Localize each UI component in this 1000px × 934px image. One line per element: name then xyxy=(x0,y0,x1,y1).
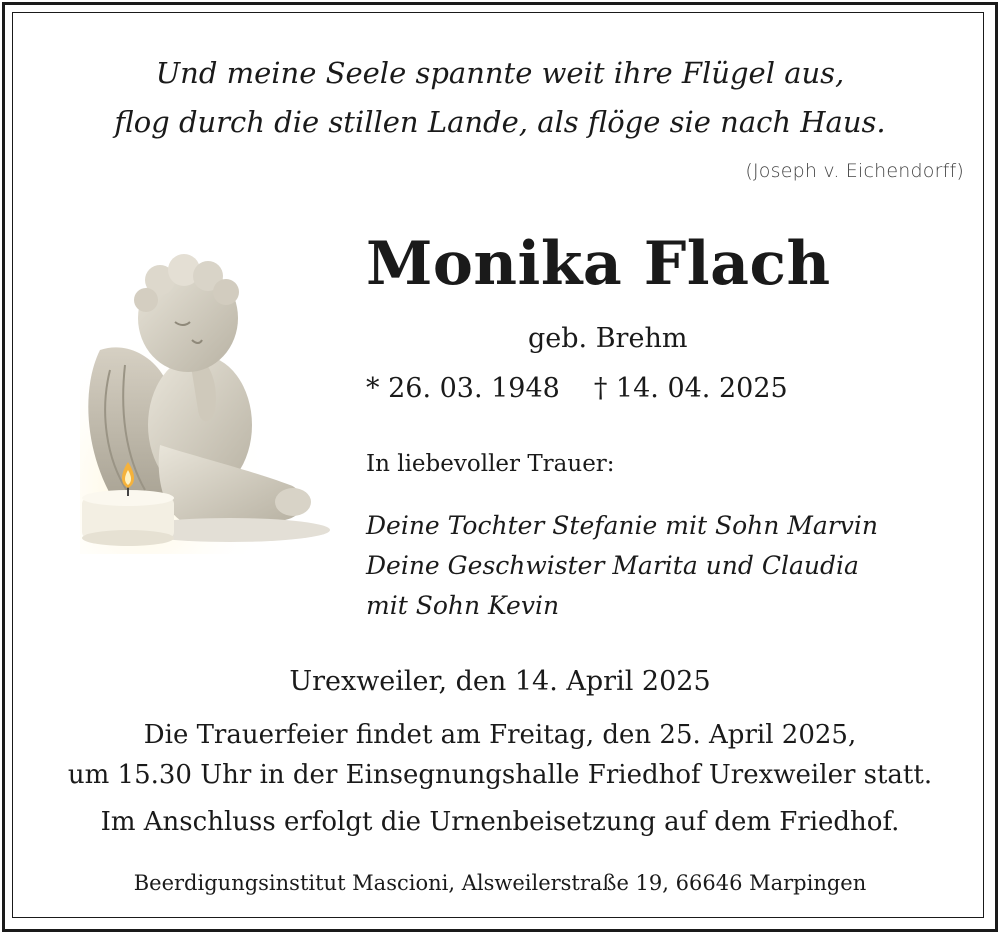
life-dates xyxy=(366,375,788,402)
birth-date: * 26. 03. 1948 xyxy=(366,373,560,404)
quote-line-1: Und meine Seele spannte weit ihre Flügel aus, xyxy=(155,56,845,90)
mourner-line: Deine Geschwister Marita und Claudia xyxy=(366,551,859,580)
mourner-line: mit Sohn Kevin xyxy=(366,591,560,620)
mourning-intro: In liebevoller Trauer: xyxy=(366,451,615,477)
angel-with-candle-image xyxy=(80,240,336,554)
mourner-line: Deine Tochter Stefanie mit Sohn Marvin xyxy=(366,511,878,540)
funeral-announcement-line-1: Die Trauerfeier findet am Freitag, den 25. April 2025, xyxy=(143,720,857,750)
deceased-name: Monika Flach xyxy=(366,229,831,299)
quote-author: (Joseph v. Eichendorff) xyxy=(745,160,964,182)
quote-line-2: flog durch die stillen Lande, als flöge sie nach Haus. xyxy=(114,105,886,139)
death-date: † 14. 04. 2025 xyxy=(593,373,788,404)
funeral-home-address: Beerdigungsinstitut Mascioni, Alsweilerstraße 19, 66646 Marpingen xyxy=(133,871,867,895)
place-and-date: Urexweiler, den 14. April 2025 xyxy=(289,666,711,697)
mourners-list xyxy=(366,506,878,626)
burial-announcement: Im Anschluss erfolgt die Urnenbeisetzung auf dem Friedhof. xyxy=(100,807,900,837)
funeral-announcement-line-2: um 15.30 Uhr in der Einsegnungshalle Friedhof Urexweiler statt. xyxy=(67,760,933,790)
birth-name: geb. Brehm xyxy=(528,323,688,354)
